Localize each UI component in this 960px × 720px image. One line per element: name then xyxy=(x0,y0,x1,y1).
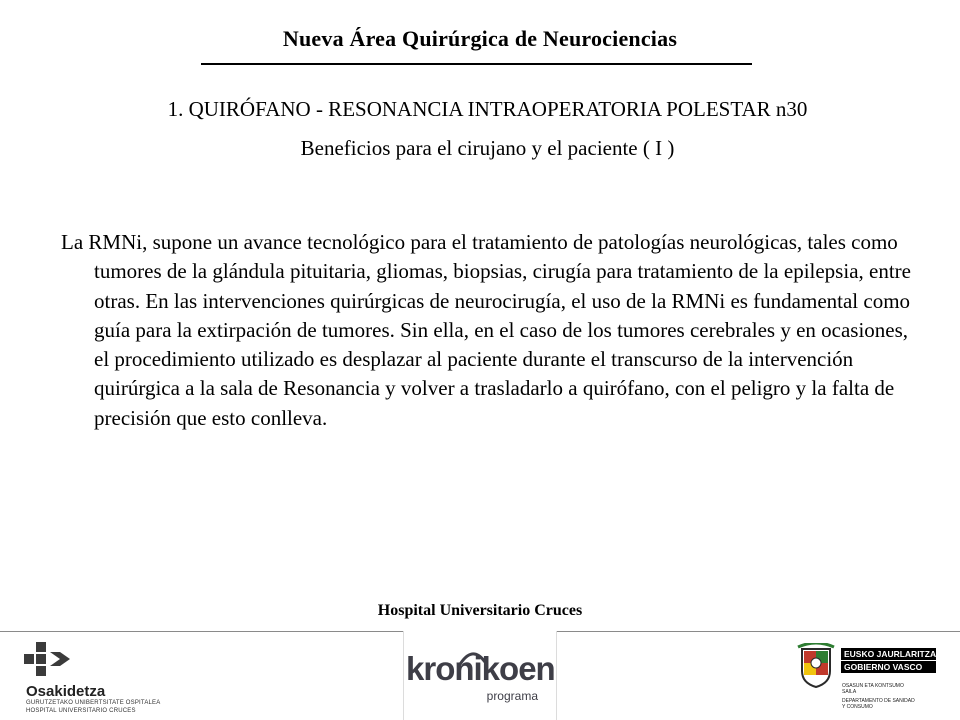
gobierno-band-eu: EUSKO JAURLARITZA xyxy=(841,648,936,660)
kronikoen-wordmark: kronikoen xyxy=(406,650,555,687)
slide-title: Nueva Área Quirúrgica de Neurociencias xyxy=(282,26,678,51)
osakidetza-name: Osakidetza xyxy=(26,683,106,700)
osakidetza-subtitle-es: HOSPITAL UNIVERSITARIO CRUCES xyxy=(26,708,136,714)
section-subheading: Beneficios para el cirujano y el paciente ( I ) xyxy=(300,136,675,160)
section-heading: 1. QUIRÓFANO - RESONANCIA INTRAOPERATORIA POLESTAR n30 xyxy=(167,97,808,121)
title-underline xyxy=(201,63,752,65)
osakidetza-subtitle-eu: GURUTZETAKO UNIBERTSITATE OSPITALEA xyxy=(26,700,161,706)
kronikoen-tagline: programa xyxy=(486,689,538,703)
osakidetza-logo-icon xyxy=(22,638,162,718)
gobierno-dept-es-line1: DEPARTAMENTO DE SANIDAD xyxy=(842,698,915,704)
body-text-block xyxy=(61,228,921,433)
gobierno-dept-eu-line2: SAILA xyxy=(842,689,857,695)
gobierno-band-es: GOBIERNO VASCO xyxy=(841,661,936,673)
footer-hospital-name: Hospital Universitario Cruces xyxy=(377,602,583,619)
gobierno-dept-es-line2: Y CONSUMO xyxy=(842,704,873,710)
gobierno-dept-eu-line1: OSASUN ETA KONTSUMO xyxy=(842,683,904,689)
body-paragraph: La RMNi, supone un avance tecnológico para el tratamiento de patologías neurológicas, tales como tumores de la glándula pituitaria, gliomas, biopsias, cirugía para tratamiento de la epilepsia, entre otras. En las intervenciones quirúrgicas de neurocirugía, el uso de la RMNi es fundamental como guía para la extirpación de tumores. Sin ella, en el caso de los tumores cerebrales y en ocasiones, el procedimiento utilizado es desplazar al paciente durante el transcurso de la intervención quirúrgica a la sala de Resonancia y volver a trasladarlo a quirófano, con el peligro y la falta de precisión que esto conlleva. xyxy=(61,230,911,430)
gobierno-vasco-seal-icon xyxy=(796,643,836,689)
